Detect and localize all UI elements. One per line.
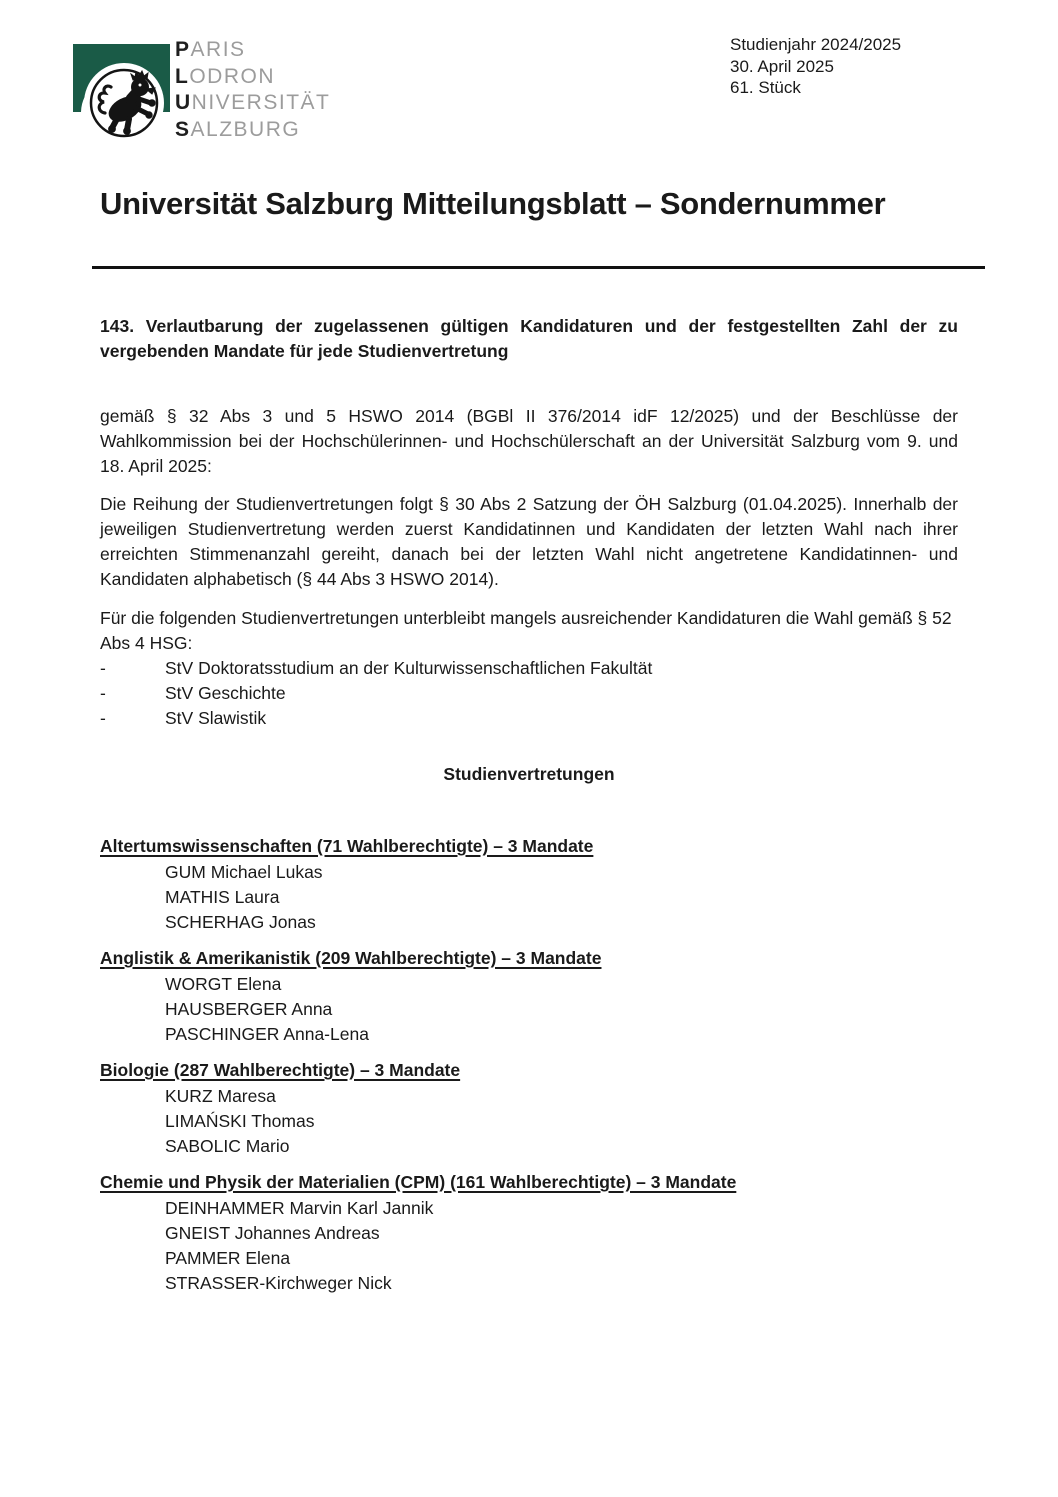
section-title: Anglistik & Amerikanistik (209 Wahlberechtigte) – 3 Mandate <box>100 948 602 968</box>
candidate-list <box>100 972 958 1047</box>
logo-line <box>175 117 330 144</box>
logo-initial: L <box>175 64 190 88</box>
section-title: Biologie (287 Wahlberechtigte) – 3 Mandate <box>100 1060 461 1080</box>
logo-rest: ALZBURG <box>190 117 301 141</box>
issue-info <box>730 34 901 99</box>
candidate: MATHIS Laura <box>165 887 280 907</box>
candidate: GNEIST Johannes Andreas <box>165 1223 380 1243</box>
logo-initial: P <box>175 38 191 61</box>
dash-marker: - <box>100 658 106 678</box>
logo-line <box>175 64 330 91</box>
title-divider <box>92 266 985 269</box>
list-item <box>100 706 958 731</box>
issue-date: 30. April 2025 <box>730 56 834 76</box>
document-title: Universität Salzburg Mitteilungsblatt – Sondernummer <box>100 186 886 221</box>
list-item-text: StV Doktoratsstudium an der Kulturwissenschaftlichen Fakultät <box>165 658 653 678</box>
no-election-list <box>100 656 958 731</box>
study-year: Studienjahr 2024/2025 <box>730 35 902 54</box>
candidate: SABOLIC Mario <box>165 1136 290 1156</box>
candidate: GUM Michael Lukas <box>165 862 323 882</box>
list-item <box>100 656 958 681</box>
list-item-text: StV Geschichte <box>165 683 286 703</box>
candidate: SCHERHAG Jonas <box>165 912 316 932</box>
candidate-list <box>100 1196 958 1296</box>
issue-number: 61. Stück <box>730 78 801 97</box>
candidate: PAMMER Elena <box>165 1248 291 1268</box>
candidate: LIMAŃSKI Thomas <box>165 1111 315 1131</box>
dash-marker: - <box>100 708 106 728</box>
logo-line <box>175 37 330 64</box>
dash-marker: - <box>100 683 106 703</box>
logo-wordmark <box>175 37 330 143</box>
logo-rest: ARIS <box>190 38 246 61</box>
studienvertretungen-heading: Studienvertretungen <box>443 764 615 784</box>
logo-line <box>175 90 330 117</box>
candidate-list <box>100 1084 958 1159</box>
logo-initial: U <box>175 91 192 114</box>
candidate-list <box>100 860 958 935</box>
section-anglistik-amerikanistik <box>100 946 958 1047</box>
section-title: Chemie und Physik der Materialien (CPM) (161 Wahlberechtigte) – 3 Mandate <box>100 1172 737 1192</box>
logo-rest: ODRON <box>189 64 275 88</box>
notice-paragraph: gemäß § 32 Abs 3 und 5 HSWO 2014 (BGBl II 376/2014 idF 12/2025) und der Beschlüsse der Wahlkommission bei der Hochschülerinnen- und Hochschülerschaft an der Universität Salzburg vom 9. und 18. April 2025: <box>100 406 958 476</box>
candidate: HAUSBERGER Anna <box>165 999 333 1019</box>
section-biologie <box>100 1058 958 1159</box>
candidate: STRASSER-Kirchweger Nick <box>165 1273 392 1293</box>
candidate: DEINHAMMER Marvin Karl Jannik <box>165 1198 434 1218</box>
list-item <box>100 681 958 706</box>
section-altertumswissenschaften <box>100 834 958 935</box>
notice-paragraph: Die Reihung der Studienvertretungen folgt § 30 Abs 2 Satzung der ÖH Salzburg (01.04.2025). Innerhalb der jeweiligen Studienvertretung werden zuerst Kandidatinnen und Kandidaten der letzten Wahl nach ihrer erreichten Stimmenanzahl gereiht, danach bei der letzten Wahl nicht angetretene Kandidatinnen- und Kandidaten alphabetisch (§ 44 Abs 3 HSWO 2014). <box>100 494 958 589</box>
candidate: KURZ Maresa <box>165 1086 276 1106</box>
notice-heading: 143. Verlautbarung der zugelassenen gültigen Kandidaturen und der festgestellten Zahl der zu vergebenden Mandate für jede Studienvertretung <box>100 316 958 361</box>
candidate: PASCHINGER Anna-Lena <box>165 1024 369 1044</box>
notice-paragraph: Für die folgenden Studienvertretungen unterbleibt mangels ausreichender Kandidaturen die Wahl gemäß § 52 Abs 4 HSG: <box>100 608 952 653</box>
logo-initial: S <box>175 117 191 141</box>
section-chemie-physik-materialien <box>100 1170 958 1296</box>
list-item-text: StV Slawistik <box>165 708 267 728</box>
candidate: WORGT Elena <box>165 974 282 994</box>
logo-rest: NIVERSITÄT <box>191 91 331 114</box>
section-title: Altertumswissenschaften (71 Wahlberechtigte) – 3 Mandate <box>100 836 594 856</box>
lion-emblem-icon <box>84 63 164 143</box>
